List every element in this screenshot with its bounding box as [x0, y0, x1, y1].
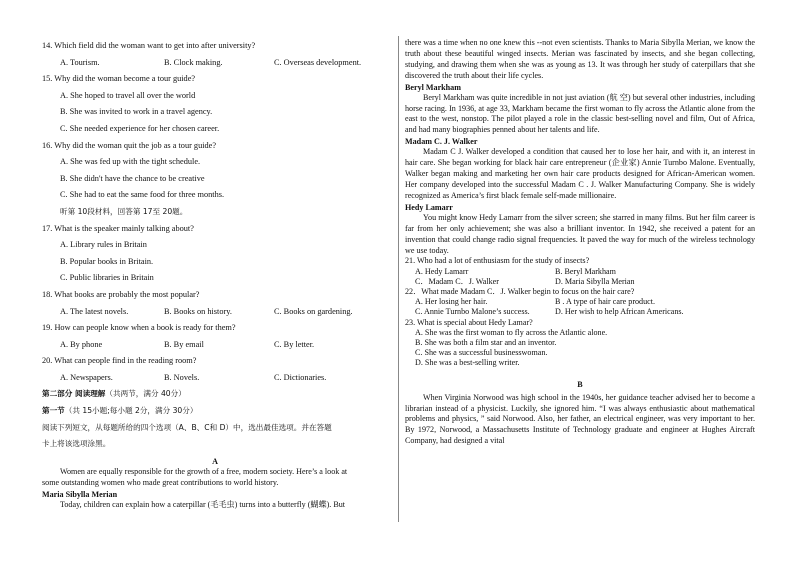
lamarr-heading: Hedy Lamarr: [405, 202, 453, 212]
q18-option-a: A. The latest novels.: [60, 306, 129, 316]
q14-option-c: C. Overseas development.: [274, 57, 362, 67]
q19-stem: 19. How can people know when a book is ready for them?: [42, 323, 236, 333]
q14-option-b: B. Clock making.: [164, 57, 223, 67]
q17-option-c: C. Public libraries in Britain: [60, 273, 154, 283]
q22-stem: 22．What made Madam C．J. Walker begin to focus on the hair care?: [405, 287, 635, 297]
q14-option-a: A. Tourism.: [60, 57, 100, 67]
q21-options-cd: [405, 277, 755, 287]
q20-option-a: A. Newspapers.: [60, 372, 113, 382]
q21-stem: 21. Who had a lot of enthusiasm for the study of insects?: [405, 256, 590, 266]
q14-options: [42, 55, 388, 72]
q22-option-c: C. Annie Turnbo Malone’s success.: [415, 307, 530, 317]
listening-instruction: 听第 10段材料，回答第 17至 20题。: [60, 206, 188, 216]
right-column: [405, 38, 755, 447]
q21-option-a: A. Hedy Lamarr: [415, 266, 469, 276]
merian-first-line: [42, 500, 388, 511]
q17-stem: 17. What is the speaker mainly talking about?: [42, 223, 194, 233]
q22-options-ab: [405, 297, 755, 307]
q18-stem: 18. What books are probably the most popular?: [42, 289, 200, 299]
q19-options: [42, 337, 388, 354]
q15-option-b: B. She was invited to work in a travel agency.: [60, 107, 213, 117]
q19-option-c: C. By letter.: [274, 339, 315, 349]
q18-options: [42, 304, 388, 321]
q15-stem: 15. Why did the woman become a tour guide?: [42, 74, 196, 84]
section1-heading: [42, 403, 388, 420]
q22-option-d: D. Her wish to help African Americans.: [555, 307, 684, 317]
q23-option-b: B. She was both a film star and an inventor.: [415, 338, 557, 348]
q23-option-d: D. She was a best-selling writer.: [415, 358, 520, 368]
intro-line2: some outstanding women who made great contributions to world history.: [42, 477, 279, 487]
markham-paragraph: Beryl Markham was quite incredible in not just aviation (航 空) but several other industries, including horse racing. In 1936, at age 33, Markham became the first woman to fly across the Atlantic alone from the east to the west, nonstop. The pilot played a role in the classic best-selling novel and film, Out of Africa, and had many biographies penned about her talents and life.: [405, 92, 755, 135]
q14-stem: 14. Which field did the woman want to get into after university?: [42, 41, 256, 50]
passage-a-intro: [42, 467, 388, 489]
merian-continuation: there was a time when no one knew this --not even scientists. Thanks to Maria Sibylla Merian, we know the truth about these beautiful winged insects. Merian was fascinated by insects, and she began collecting, studying, and drawing them when she was as young as 13. It was through her study of caterpillars that she discovered the truth about their life cycles.: [405, 38, 755, 80]
q15-option-c: C. She needed experience for her chosen career.: [60, 123, 220, 133]
q22-option-b: B . A type of hair care product.: [555, 297, 656, 307]
lamarr-paragraph: You might know Hedy Lamarr from the silver screen; she starred in many films. But her film career is far from her only achievement; she was also a brilliant inventor. In 1942, she received a patent for an invention that could change radio signal frequencies. It paved the way for much of the wireless technology we use today.: [405, 212, 755, 255]
q20-stem: 20. What can people find in the reading room?: [42, 356, 197, 366]
left-column: [42, 38, 388, 511]
merian-line: Today, children can explain how a caterpillar (毛毛虫) turns into a butterfly (蝴蝶). But: [60, 499, 346, 509]
reading-instruction-line1: 阅读下列短文，从每题所给的四个选项（A、B、C和 D）中，选出最佳选项。并在答题: [42, 422, 332, 432]
markham-heading: Beryl Markham: [405, 82, 461, 92]
walker-paragraph: Madam C J. Walker developed a condition that caused her to lose her hair, and with it, an interest in hair care. She began working for black hair care entrepreneur (企业家) Annie Turnbo Malone. Eventually, Walker began making and marketing her own hair care products designed for African-American women. Her company developed into the successful Madam C . J. Walker Manufacturing Company. She is widely recognized as America’s first black female self-made millionaire.: [405, 147, 755, 200]
part2-heading: [42, 386, 388, 403]
q21-option-b: B. Beryl Markham: [555, 266, 616, 276]
part2-title: 第二部分 阅读理解: [42, 389, 106, 399]
passage-b-label: B: [577, 379, 583, 389]
column-divider: [398, 36, 399, 522]
q20-options: [42, 370, 388, 387]
walker-heading: Madam C. J. Walker: [405, 137, 478, 147]
q18-option-b: B. Books on history.: [164, 306, 232, 316]
norwood-paragraph: When Virginia Norwood was high school in the 1940s, her guidance teacher advised her to become a librarian instead of a physicist. Luckily, she ignored him. “I was always enthusiastic about mathematical problems and physics, ” said Norwood. Also, her father, an electrical engineer, was very important to her. By 1972, Norwood, a Massachusetts Institute of Technology graduate and engineer at Hughes Aircraft Company, had designed a vital: [405, 392, 755, 446]
section1-note: （共 15小题;每小题 2分，满分 30分）: [64, 406, 198, 416]
q16-option-a: A. She was fed up with the tight schedule.: [60, 157, 201, 167]
q19-option-a: A. By phone: [60, 339, 103, 349]
intro-line1: Women are equally responsible for the growth of a free, modern society. Here’s a look at: [60, 466, 348, 476]
q16-stem: 16. Why did the woman quit the job as a tour guide?: [42, 140, 217, 150]
passage-a-label: A: [212, 456, 218, 466]
q21-option-c: C．Madam C．J. Walker: [415, 276, 499, 286]
q23-stem: 23. What is special about Hedy Lamar?: [405, 317, 533, 327]
q18-option-c: C. Books on gardening.: [274, 306, 353, 316]
q17-option-b: B. Popular books in Britain.: [60, 256, 154, 266]
q21-option-d: D. Maria Sibylla Merian: [555, 276, 635, 286]
q16-option-c: C. She had to eat the same food for three months.: [60, 190, 225, 200]
reading-instruction-line2: 卡上将该选项涂黑。: [42, 439, 111, 449]
q22-options-cd: [405, 307, 755, 317]
q16-option-b: B. She didn't have the chance to be creative: [60, 173, 205, 183]
q20-option-b: B. Novels.: [164, 372, 200, 382]
q15-option-a: A. She hoped to travel all over the world: [60, 90, 196, 100]
section1-title: 第一节: [42, 406, 65, 416]
q19-option-b: B. By email: [164, 339, 204, 349]
q22-option-a: A. Her losing her hair.: [415, 297, 488, 307]
q21-options-ab: [405, 267, 755, 277]
merian-heading: Maria Sibylla Merian: [42, 489, 118, 499]
part2-note: （共两节，满分 40分）: [105, 389, 186, 399]
q17-option-a: A. Library rules in Britain: [60, 240, 147, 250]
q20-option-c: C. Dictionaries.: [274, 372, 327, 382]
q23-option-a: A. She was the first woman to fly across the Atlantic alone.: [415, 327, 608, 337]
q23-option-c: C. She was a successful businesswoman.: [415, 348, 548, 358]
